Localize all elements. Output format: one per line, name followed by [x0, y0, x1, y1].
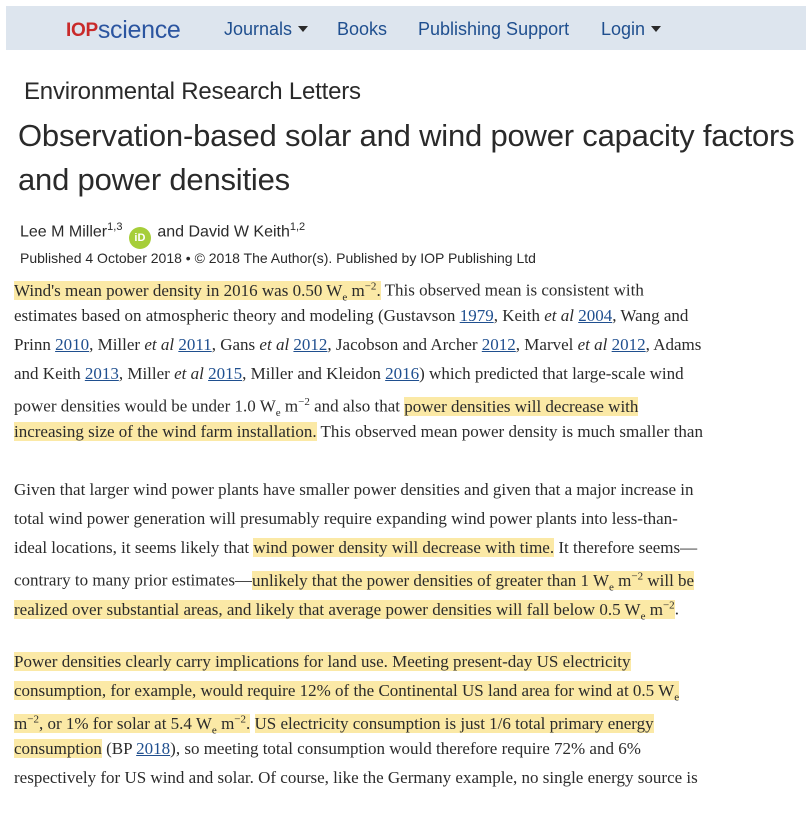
nav-login-label: Login: [601, 19, 646, 39]
author-conjunction: and: [157, 223, 185, 241]
highlight: increasing size of the wind farm installation.: [14, 422, 317, 441]
journal-name[interactable]: Environmental Research Letters: [24, 78, 361, 105]
citation-link[interactable]: 2012: [611, 335, 646, 354]
nav-journals-label: Journals: [224, 19, 293, 39]
paragraph-3: [14, 647, 806, 792]
citation-link[interactable]: 2011: [178, 335, 212, 354]
title-line-1: Observation-based solar and wind power capacity factors: [18, 118, 795, 153]
citation-link[interactable]: 2004: [578, 306, 613, 325]
highlight: $m^{-2}$, or 1% for solar at 5.4 $W_e$ $m^{-2}$.: [14, 713, 251, 734]
p3-line-3: [14, 705, 806, 734]
citation-link[interactable]: 1979: [459, 306, 494, 325]
p3-line-2: [14, 676, 806, 705]
p2-line-1: Given that larger wind power plants have smaller power densities and given that a major increase in: [14, 480, 694, 499]
nav-journals[interactable]: [224, 19, 308, 40]
paragraph-2: [14, 475, 806, 620]
highlight: Power densities clearly carry implications for land use. Meeting present-day US electricity: [14, 652, 631, 671]
highlight: power densities will decrease with: [404, 396, 639, 416]
highlight: consumption: [14, 739, 102, 758]
citation-link[interactable]: 2012: [293, 335, 328, 354]
p1-line-6: increasing size of the wind farm installation. This observed mean power density is much smaller than: [14, 422, 703, 441]
citation-link[interactable]: 2018: [136, 739, 171, 758]
citation-link[interactable]: 2010: [55, 335, 90, 354]
author-2-affiliation: 1,2: [289, 221, 306, 233]
p1-line-3: Prinn 2010, Miller et al 2011, Gans et al 2012, Jacobson and Archer 2012, Marvel et al 2012, Adams: [14, 335, 702, 354]
p1-line-4: and Keith 2013, Miller et al 2015, Miller and Kleidon 2016) which predicted that large-scale wind: [14, 364, 684, 383]
highlight: US electricity consumption is just 1/6 total primary energy: [254, 713, 654, 733]
p1-line-1: [14, 272, 806, 301]
logo-science-text: science: [97, 16, 181, 44]
highlight: consumption, for example, would require 12% of the Continental US land area for wind at 0.5 $W_e$: [14, 681, 680, 704]
author-1-affiliation: 1,3: [107, 221, 123, 233]
title-line-2: and power densities: [18, 162, 290, 197]
highlight: realized over substantial areas, and likely that average power densities will fall below 0.5 $W_e$ $m^{-2}$: [14, 599, 675, 620]
p2-line-4: contrary to many prior estimates—unlikely that the power densities of greater than 1 $W_e$ $m^{-2}$ will be: [14, 570, 695, 591]
paragraph-1: [14, 272, 806, 446]
top-navigation-bar: [6, 6, 806, 50]
author-1[interactable]: Lee M Miller: [20, 223, 108, 241]
author-list: [20, 221, 305, 249]
chevron-down-icon: [298, 26, 308, 32]
publication-info: Published 4 October 2018 • © 2018 The Author(s). Published by IOP Publishing Ltd: [20, 250, 536, 266]
p2-line-5: realized over substantial areas, and likely that average power densities will fall below 0.5 $W_e$ $m^{-2}$.: [14, 599, 679, 620]
p2-line-2: total wind power generation will presumably require expanding wind power plants into less-than-: [14, 509, 678, 528]
p1-line-5: power densities would be under 1.0 $W_e$ $m^{-2}$ and also that power densities will decrease with: [14, 396, 639, 417]
highlight: Wind's mean power density in 2016 was 0.50 $W_e$ $m^{-2}$.: [14, 280, 381, 301]
chevron-down-icon: [651, 26, 661, 32]
article-title: [18, 114, 808, 202]
orcid-icon[interactable]: iD: [129, 227, 151, 249]
p1-text: This observed mean is consistent with: [380, 280, 644, 300]
author-2[interactable]: David W Keith: [188, 223, 290, 241]
p3-line-4: consumption (BP 2018), so meeting total consumption would therefore require 72% and 6%: [14, 739, 641, 758]
highlight: unlikely that the power densities of greater than 1 $W_e$ $m^{-2}$ will be: [251, 570, 695, 591]
citation-link[interactable]: 2015: [208, 364, 243, 383]
nav-publishing-support[interactable]: Publishing Support: [418, 19, 570, 39]
p3-line-1: [14, 647, 806, 676]
nav-login[interactable]: [601, 19, 661, 40]
citation-link[interactable]: 2012: [481, 335, 516, 354]
p3-line-5: respectively for US wind and solar. Of course, like the Germany example, no single energy source is: [14, 768, 698, 787]
highlight: wind power density will decrease with time.: [253, 538, 555, 557]
p1-line-2: estimates based on atmospheric theory and modeling (Gustavson 1979, Keith et al 2004, Wang and: [14, 306, 689, 325]
p2-line-3: ideal locations, it seems likely that wind power density will decrease with time. It therefore seems—: [14, 538, 698, 557]
iopscience-logo[interactable]: [66, 17, 181, 44]
logo-iop-text: IOP: [66, 20, 98, 41]
citation-link[interactable]: 2013: [84, 364, 119, 383]
citation-link[interactable]: 2016: [385, 364, 420, 383]
nav-books[interactable]: Books: [337, 19, 388, 39]
